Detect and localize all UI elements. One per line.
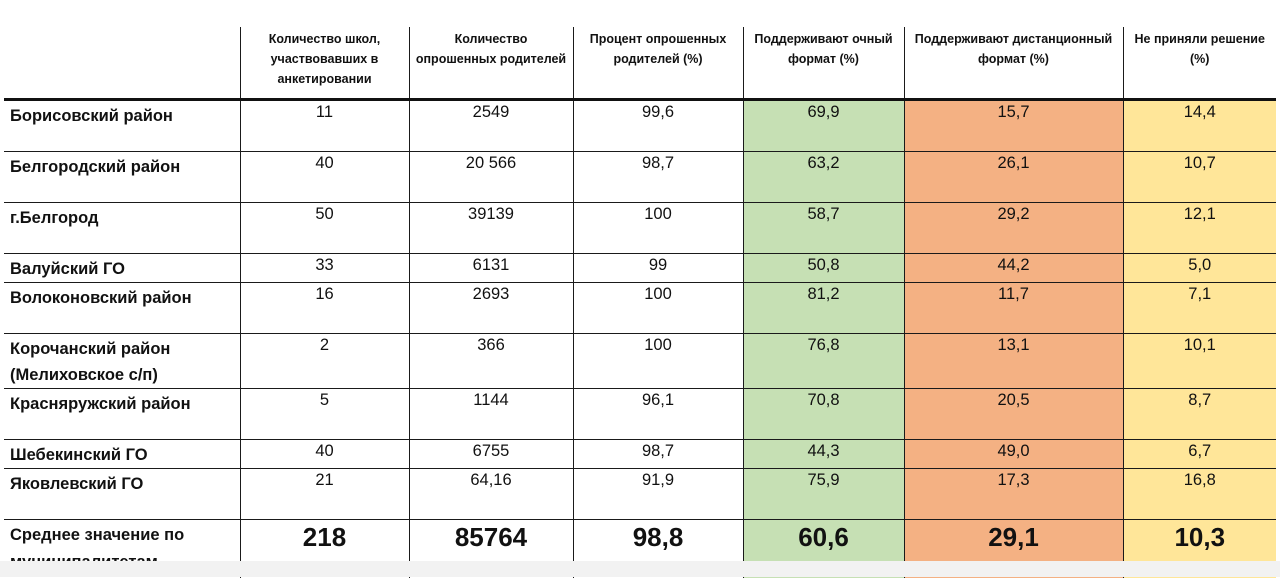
parents-count: 39139	[409, 203, 573, 254]
remote-percent: 29,2	[904, 203, 1123, 254]
table-row	[4, 283, 1276, 334]
remote-percent: 49,0	[904, 440, 1123, 469]
remote-percent: 11,7	[904, 283, 1123, 334]
offline-percent: 50,8	[743, 254, 904, 283]
schools-count: 50	[240, 203, 409, 254]
district-name: Волоконовский район	[4, 283, 240, 334]
undecided-percent: 8,7	[1123, 389, 1276, 440]
parents-percent: 99	[573, 254, 743, 283]
district-name: г.Белгород	[4, 203, 240, 254]
district-name: Белгородский район	[4, 152, 240, 203]
undecided-percent: 10,1	[1123, 334, 1276, 389]
district-name: Яковлевский ГО	[4, 469, 240, 520]
schools-count: 21	[240, 469, 409, 520]
table-row	[4, 334, 1276, 389]
remote-percent: 17,3	[904, 469, 1123, 520]
remote-percent: 26,1	[904, 152, 1123, 203]
header-offline-support: Поддерживают очный формат (%)	[743, 27, 904, 100]
offline-percent: 58,7	[743, 203, 904, 254]
undecided-percent: 7,1	[1123, 283, 1276, 334]
remote-percent: 13,1	[904, 334, 1123, 389]
undecided-percent: 5,0	[1123, 254, 1276, 283]
undecided-percent: 16,8	[1123, 469, 1276, 520]
district-name: Шебекинский ГО	[4, 440, 240, 469]
offline-percent: 69,9	[743, 100, 904, 152]
average-parents: 85764	[409, 520, 573, 578]
offline-percent: 76,8	[743, 334, 904, 389]
average-percent: 98,8	[573, 520, 743, 578]
parents-percent: 100	[573, 203, 743, 254]
parents-percent: 98,7	[573, 440, 743, 469]
header-parents-count: Количество опрошенных родителей	[409, 27, 573, 100]
average-schools: 218	[240, 520, 409, 578]
parents-percent: 100	[573, 283, 743, 334]
offline-percent: 44,3	[743, 440, 904, 469]
remote-percent: 15,7	[904, 100, 1123, 152]
schools-count: 11	[240, 100, 409, 152]
header-district	[4, 27, 240, 100]
remote-percent: 20,5	[904, 389, 1123, 440]
undecided-percent: 14,4	[1123, 100, 1276, 152]
offline-percent: 70,8	[743, 389, 904, 440]
parents-count: 1144	[409, 389, 573, 440]
table-row	[4, 152, 1276, 203]
offline-percent: 75,9	[743, 469, 904, 520]
schools-count: 33	[240, 254, 409, 283]
average-offline: 60,6	[743, 520, 904, 578]
parents-percent: 91,9	[573, 469, 743, 520]
district-name: Валуйский ГО	[4, 254, 240, 283]
offline-percent: 81,2	[743, 283, 904, 334]
parents-percent: 98,7	[573, 152, 743, 203]
schools-count: 2	[240, 334, 409, 389]
undecided-percent: 6,7	[1123, 440, 1276, 469]
table-row	[4, 469, 1276, 520]
schools-count: 5	[240, 389, 409, 440]
parents-count: 2549	[409, 100, 573, 152]
parents-count: 6131	[409, 254, 573, 283]
table-row	[4, 254, 1276, 283]
header-undecided: Не приняли решение (%)	[1123, 27, 1276, 100]
schools-count: 40	[240, 440, 409, 469]
parents-count: 64,16	[409, 469, 573, 520]
parents-percent: 96,1	[573, 389, 743, 440]
parents-count: 2693	[409, 283, 573, 334]
header-row	[4, 27, 1276, 100]
table-row	[4, 389, 1276, 440]
table-row	[4, 203, 1276, 254]
district-name: Борисовский район	[4, 100, 240, 152]
bottom-strip	[0, 561, 1280, 577]
average-remote: 29,1	[904, 520, 1123, 578]
district-name: Корочанский район (Мелиховское с/п)	[4, 334, 240, 389]
parents-percent: 99,6	[573, 100, 743, 152]
header-parents-percent: Процент опрошенных родителей (%)	[573, 27, 743, 100]
schools-count: 40	[240, 152, 409, 203]
parents-percent: 100	[573, 334, 743, 389]
table-row	[4, 100, 1276, 152]
header-remote-support: Поддерживают дистанционный формат (%)	[904, 27, 1123, 100]
undecided-percent: 10,7	[1123, 152, 1276, 203]
parents-count: 366	[409, 334, 573, 389]
parents-count: 6755	[409, 440, 573, 469]
undecided-percent: 12,1	[1123, 203, 1276, 254]
offline-percent: 63,2	[743, 152, 904, 203]
schools-count: 16	[240, 283, 409, 334]
district-name: Красняружский район	[4, 389, 240, 440]
table-row	[4, 440, 1276, 469]
remote-percent: 44,2	[904, 254, 1123, 283]
parents-count: 20 566	[409, 152, 573, 203]
survey-results-table	[4, 27, 1276, 578]
average-undecided: 10,3	[1123, 520, 1276, 578]
average-label: Среднее значение по	[4, 520, 240, 578]
header-schools-count: Количество школ, участвовавших в анкетировании	[240, 27, 409, 100]
